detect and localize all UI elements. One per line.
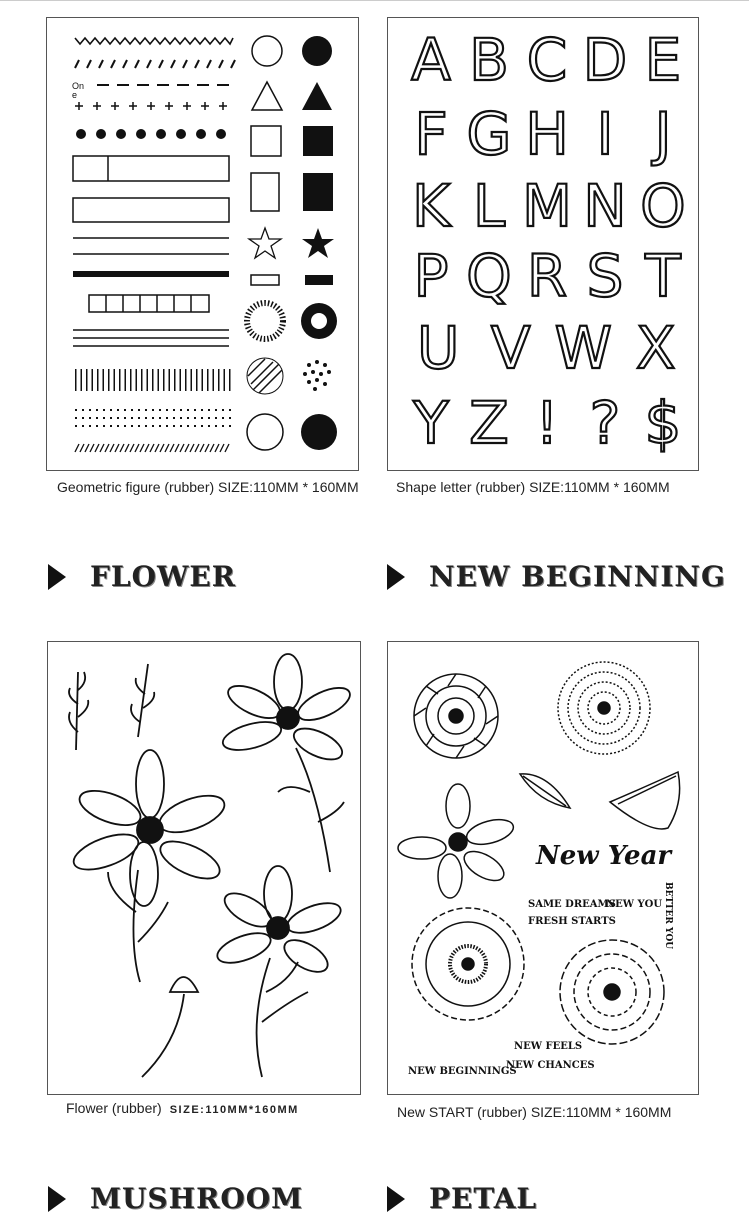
letter-grid — [388, 18, 698, 470]
letter-glyph: Y — [413, 389, 449, 457]
letter-glyph: D — [582, 26, 628, 94]
section-new-beginning[interactable] — [387, 560, 726, 593]
new-year-text: New Year — [536, 841, 672, 871]
letter-glyph: ! — [535, 389, 559, 457]
flower-size-label: SIZE:110MM*160MM — [169, 1104, 299, 1116]
letter-glyph: U — [417, 314, 460, 382]
flower-caption — [66, 1100, 299, 1116]
stamp-text: SAME DREAMS — [528, 899, 616, 910]
flower-caption-text: Flower (rubber) — [66, 1100, 162, 1116]
letter-glyph: B — [469, 26, 509, 94]
letter-glyph: P — [413, 242, 449, 310]
geometric-caption: Geometric figure (rubber) SIZE:110MM * 160MM — [57, 479, 359, 495]
section-petal[interactable] — [387, 1182, 537, 1215]
tiny-label: On e — [72, 81, 85, 100]
section-flower[interactable] — [48, 560, 236, 593]
play-arrow-icon — [48, 564, 66, 590]
letter-glyph: A — [411, 26, 451, 94]
stamp-text: NEW YOU — [606, 899, 663, 910]
new-start-caption: New START (rubber) SIZE:110MM * 160MM — [397, 1104, 672, 1120]
play-arrow-icon — [48, 1186, 66, 1212]
letter-glyph: S — [586, 242, 624, 310]
stamp-text: BETTER YOU — [663, 882, 673, 950]
stamp-text: NEW BEGINNINGS — [408, 1066, 517, 1077]
letter-glyph: C — [526, 26, 568, 94]
letter-glyph: $ — [644, 389, 682, 457]
letter-glyph: Q — [466, 242, 512, 310]
letter-glyph: V — [490, 314, 531, 382]
flower-stamp-image[interactable] — [47, 641, 361, 1095]
letter-glyph: W — [554, 314, 612, 382]
stamp-text: NEW CHANCES — [506, 1060, 595, 1071]
letter-glyph: K — [411, 172, 451, 240]
letter-glyph: I — [596, 100, 614, 168]
letter-glyph: F — [414, 100, 448, 168]
letter-glyph: Z — [469, 389, 509, 457]
play-arrow-icon — [387, 1186, 405, 1212]
letter-glyph: J — [654, 100, 672, 168]
stamp-text: NEW FEELS — [514, 1041, 583, 1052]
new-start-stamp-image[interactable] — [387, 641, 699, 1095]
letter-glyph: L — [472, 172, 506, 240]
letter-glyph: O — [640, 172, 686, 240]
letter-glyph: M — [521, 172, 573, 240]
letter-glyph: N — [583, 172, 627, 240]
letter-glyph: X — [635, 314, 676, 382]
letters-caption: Shape letter (rubber) SIZE:110MM * 160MM — [396, 479, 670, 495]
letter-glyph: R — [526, 242, 568, 310]
section-title: PETAL — [429, 1182, 538, 1215]
section-title: FLOWER — [90, 560, 237, 593]
section-title: NEW BEGINNING — [429, 560, 726, 593]
letter-glyph: T — [645, 242, 681, 310]
letter-glyph: ? — [589, 389, 621, 457]
top-divider — [0, 0, 749, 1]
section-title: MUSHROOM — [90, 1182, 304, 1215]
play-arrow-icon — [387, 564, 405, 590]
letter-glyph: E — [644, 26, 682, 94]
letter-glyph: H — [525, 100, 569, 168]
section-mushroom[interactable] — [48, 1182, 303, 1215]
stamp-text: FRESH STARTS — [528, 916, 616, 927]
geometric-stamp-image[interactable] — [46, 17, 359, 471]
letter-glyph: G — [466, 100, 512, 168]
letters-stamp-image[interactable] — [387, 17, 699, 471]
